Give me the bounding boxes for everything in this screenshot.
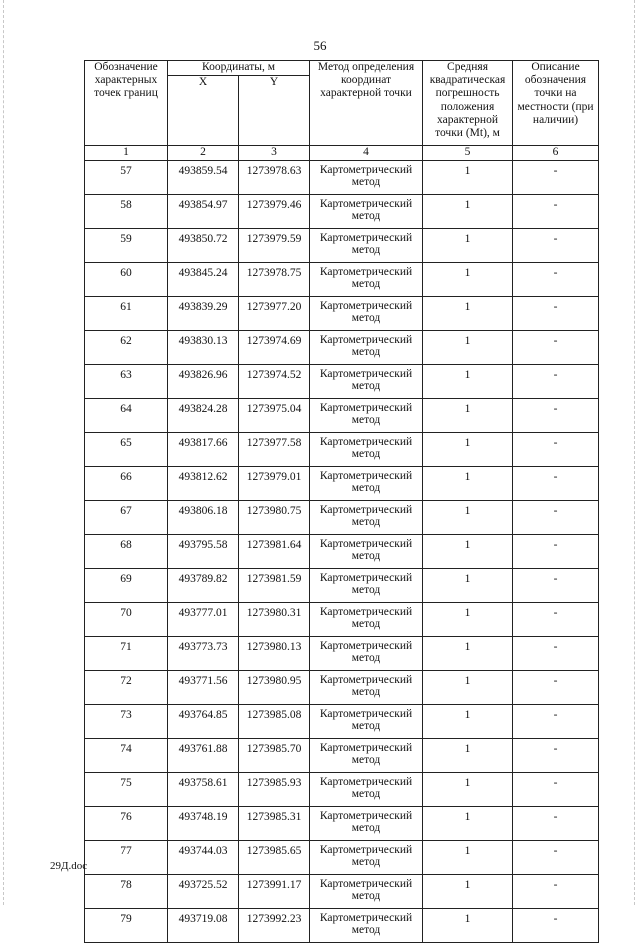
y-coordinate-cell: 1273974.52 xyxy=(239,365,310,399)
description-cell: - xyxy=(513,229,599,263)
y-coordinate-cell: 1273978.63 xyxy=(239,161,310,195)
method-cell: Картометрический метод xyxy=(310,875,423,909)
header-row-top xyxy=(85,61,599,76)
point-number-cell: 73 xyxy=(85,705,168,739)
column-number: 5 xyxy=(423,146,513,161)
x-coordinate-cell: 493826.96 xyxy=(168,365,239,399)
table-row xyxy=(85,875,599,909)
accuracy-cell: 1 xyxy=(423,467,513,501)
y-coordinate-cell: 1273979.46 xyxy=(239,195,310,229)
x-coordinate-cell: 493764.85 xyxy=(168,705,239,739)
table-row xyxy=(85,841,599,875)
table-row xyxy=(85,161,599,195)
accuracy-cell: 1 xyxy=(423,331,513,365)
x-coordinate-cell: 493771.56 xyxy=(168,671,239,705)
y-coordinate-cell: 1273985.08 xyxy=(239,705,310,739)
accuracy-cell: 1 xyxy=(423,773,513,807)
description-cell: - xyxy=(513,909,599,943)
method-cell: Картометрический метод xyxy=(310,603,423,637)
point-number-cell: 60 xyxy=(85,263,168,297)
point-number-cell: 79 xyxy=(85,909,168,943)
table-row xyxy=(85,671,599,705)
x-coordinate-cell: 493761.88 xyxy=(168,739,239,773)
x-coordinate-cell: 493812.62 xyxy=(168,467,239,501)
x-coordinate-cell: 493777.01 xyxy=(168,603,239,637)
column-number: 2 xyxy=(168,146,239,161)
table-row xyxy=(85,229,599,263)
table-row xyxy=(85,535,599,569)
column-number: 6 xyxy=(513,146,599,161)
method-cell: Картометрический метод xyxy=(310,331,423,365)
point-number-cell: 78 xyxy=(85,875,168,909)
column-number: 4 xyxy=(310,146,423,161)
description-cell: - xyxy=(513,569,599,603)
accuracy-cell: 1 xyxy=(423,909,513,943)
x-coordinate-cell: 493806.18 xyxy=(168,501,239,535)
point-number-cell: 71 xyxy=(85,637,168,671)
scan-edge-right xyxy=(634,0,636,905)
accuracy-cell: 1 xyxy=(423,365,513,399)
table-body xyxy=(85,146,599,943)
y-coordinate-cell: 1273985.70 xyxy=(239,739,310,773)
point-number-cell: 74 xyxy=(85,739,168,773)
method-cell: Картометрический метод xyxy=(310,263,423,297)
y-coordinate-cell: 1273980.13 xyxy=(239,637,310,671)
x-coordinate-cell: 493744.03 xyxy=(168,841,239,875)
description-cell: - xyxy=(513,671,599,705)
accuracy-cell: 1 xyxy=(423,433,513,467)
y-coordinate-cell: 1273985.31 xyxy=(239,807,310,841)
header-method: Метод определения координат характерной точки xyxy=(310,61,423,146)
point-number-cell: 64 xyxy=(85,399,168,433)
method-cell: Картометрический метод xyxy=(310,909,423,943)
method-cell: Картометрический метод xyxy=(310,739,423,773)
column-number-row xyxy=(85,146,599,161)
x-coordinate-cell: 493850.72 xyxy=(168,229,239,263)
table-row xyxy=(85,603,599,637)
method-cell: Картометрический метод xyxy=(310,467,423,501)
point-number-cell: 75 xyxy=(85,773,168,807)
y-coordinate-cell: 1273991.17 xyxy=(239,875,310,909)
x-coordinate-cell: 493725.52 xyxy=(168,875,239,909)
method-cell: Картометрический метод xyxy=(310,773,423,807)
x-coordinate-cell: 493758.61 xyxy=(168,773,239,807)
table-row xyxy=(85,467,599,501)
header-coordinates-group: Координаты, м xyxy=(168,61,310,76)
x-coordinate-cell: 493719.08 xyxy=(168,909,239,943)
point-number-cell: 77 xyxy=(85,841,168,875)
accuracy-cell: 1 xyxy=(423,263,513,297)
point-number-cell: 57 xyxy=(85,161,168,195)
y-coordinate-cell: 1273985.93 xyxy=(239,773,310,807)
point-number-cell: 72 xyxy=(85,671,168,705)
accuracy-cell: 1 xyxy=(423,637,513,671)
method-cell: Картометрический метод xyxy=(310,297,423,331)
table-row xyxy=(85,739,599,773)
method-cell: Картометрический метод xyxy=(310,195,423,229)
y-coordinate-cell: 1273992.23 xyxy=(239,909,310,943)
x-coordinate-cell: 493817.66 xyxy=(168,433,239,467)
table-row xyxy=(85,365,599,399)
table-row xyxy=(85,399,599,433)
accuracy-cell: 1 xyxy=(423,875,513,909)
description-cell: - xyxy=(513,501,599,535)
accuracy-cell: 1 xyxy=(423,297,513,331)
y-coordinate-cell: 1273977.58 xyxy=(239,433,310,467)
point-number-cell: 65 xyxy=(85,433,168,467)
description-cell: - xyxy=(513,433,599,467)
x-coordinate-cell: 493859.54 xyxy=(168,161,239,195)
header-description: Описание обозначения точки на местности (при наличии) xyxy=(513,61,599,146)
y-coordinate-cell: 1273980.31 xyxy=(239,603,310,637)
header-accuracy: Средняя квадратическая погрешность положения характерной точки (Mt), м xyxy=(423,61,513,146)
accuracy-cell: 1 xyxy=(423,399,513,433)
description-cell: - xyxy=(513,331,599,365)
header-point-designation: Обозначение характерных точек границ xyxy=(85,61,168,146)
method-cell: Картометрический метод xyxy=(310,637,423,671)
x-coordinate-cell: 493748.19 xyxy=(168,807,239,841)
column-number: 1 xyxy=(85,146,168,161)
table-row xyxy=(85,433,599,467)
x-coordinate-cell: 493830.13 xyxy=(168,331,239,365)
method-cell: Картометрический метод xyxy=(310,399,423,433)
description-cell: - xyxy=(513,705,599,739)
accuracy-cell: 1 xyxy=(423,705,513,739)
method-cell: Картометрический метод xyxy=(310,433,423,467)
accuracy-cell: 1 xyxy=(423,841,513,875)
method-cell: Картометрический метод xyxy=(310,841,423,875)
table-row xyxy=(85,501,599,535)
table-row xyxy=(85,569,599,603)
scan-edge-left xyxy=(3,0,5,905)
description-cell: - xyxy=(513,263,599,297)
method-cell: Картометрический метод xyxy=(310,705,423,739)
method-cell: Картометрический метод xyxy=(310,535,423,569)
point-number-cell: 66 xyxy=(85,467,168,501)
page-number: 56 xyxy=(313,38,327,53)
method-cell: Картометрический метод xyxy=(310,161,423,195)
x-coordinate-cell: 493795.58 xyxy=(168,535,239,569)
method-cell: Картометрический метод xyxy=(310,229,423,263)
method-cell: Картометрический метод xyxy=(310,501,423,535)
method-cell: Картометрический метод xyxy=(310,807,423,841)
table-row xyxy=(85,297,599,331)
method-cell: Картометрический метод xyxy=(310,365,423,399)
accuracy-cell: 1 xyxy=(423,807,513,841)
description-cell: - xyxy=(513,399,599,433)
accuracy-cell: 1 xyxy=(423,569,513,603)
header-x: X xyxy=(168,76,239,146)
point-number-cell: 59 xyxy=(85,229,168,263)
description-cell: - xyxy=(513,841,599,875)
x-coordinate-cell: 493839.29 xyxy=(168,297,239,331)
table-row xyxy=(85,909,599,943)
x-coordinate-cell: 493854.97 xyxy=(168,195,239,229)
header-y: Y xyxy=(239,76,310,146)
method-cell: Картометрический метод xyxy=(310,569,423,603)
point-number-cell: 67 xyxy=(85,501,168,535)
table-row xyxy=(85,263,599,297)
point-number-cell: 76 xyxy=(85,807,168,841)
description-cell: - xyxy=(513,739,599,773)
x-coordinate-cell: 493845.24 xyxy=(168,263,239,297)
method-cell: Картометрический метод xyxy=(310,671,423,705)
point-number-cell: 58 xyxy=(85,195,168,229)
table-row xyxy=(85,807,599,841)
accuracy-cell: 1 xyxy=(423,195,513,229)
point-number-cell: 61 xyxy=(85,297,168,331)
description-cell: - xyxy=(513,195,599,229)
accuracy-cell: 1 xyxy=(423,739,513,773)
x-coordinate-cell: 493789.82 xyxy=(168,569,239,603)
x-coordinate-cell: 493824.28 xyxy=(168,399,239,433)
description-cell: - xyxy=(513,297,599,331)
accuracy-cell: 1 xyxy=(423,501,513,535)
description-cell: - xyxy=(513,603,599,637)
y-coordinate-cell: 1273979.59 xyxy=(239,229,310,263)
y-coordinate-cell: 1273977.20 xyxy=(239,297,310,331)
accuracy-cell: 1 xyxy=(423,603,513,637)
description-cell: - xyxy=(513,637,599,671)
point-number-cell: 62 xyxy=(85,331,168,365)
column-number: 3 xyxy=(239,146,310,161)
table-row xyxy=(85,331,599,365)
y-coordinate-cell: 1273974.69 xyxy=(239,331,310,365)
description-cell: - xyxy=(513,535,599,569)
y-coordinate-cell: 1273981.64 xyxy=(239,535,310,569)
point-number-cell: 69 xyxy=(85,569,168,603)
y-coordinate-cell: 1273980.95 xyxy=(239,671,310,705)
point-number-cell: 68 xyxy=(85,535,168,569)
accuracy-cell: 1 xyxy=(423,229,513,263)
footer-filename: 29Д.doc xyxy=(50,860,88,872)
description-cell: - xyxy=(513,807,599,841)
y-coordinate-cell: 1273980.75 xyxy=(239,501,310,535)
description-cell: - xyxy=(513,467,599,501)
description-cell: - xyxy=(513,773,599,807)
accuracy-cell: 1 xyxy=(423,671,513,705)
y-coordinate-cell: 1273985.65 xyxy=(239,841,310,875)
y-coordinate-cell: 1273978.75 xyxy=(239,263,310,297)
table-row xyxy=(85,705,599,739)
point-number-cell: 70 xyxy=(85,603,168,637)
table-row xyxy=(85,195,599,229)
y-coordinate-cell: 1273981.59 xyxy=(239,569,310,603)
description-cell: - xyxy=(513,365,599,399)
point-number-cell: 63 xyxy=(85,365,168,399)
table-row xyxy=(85,773,599,807)
table-row xyxy=(85,637,599,671)
coordinates-table xyxy=(84,60,599,943)
x-coordinate-cell: 493773.73 xyxy=(168,637,239,671)
description-cell: - xyxy=(513,875,599,909)
y-coordinate-cell: 1273979.01 xyxy=(239,467,310,501)
accuracy-cell: 1 xyxy=(423,161,513,195)
y-coordinate-cell: 1273975.04 xyxy=(239,399,310,433)
accuracy-cell: 1 xyxy=(423,535,513,569)
description-cell: - xyxy=(513,161,599,195)
